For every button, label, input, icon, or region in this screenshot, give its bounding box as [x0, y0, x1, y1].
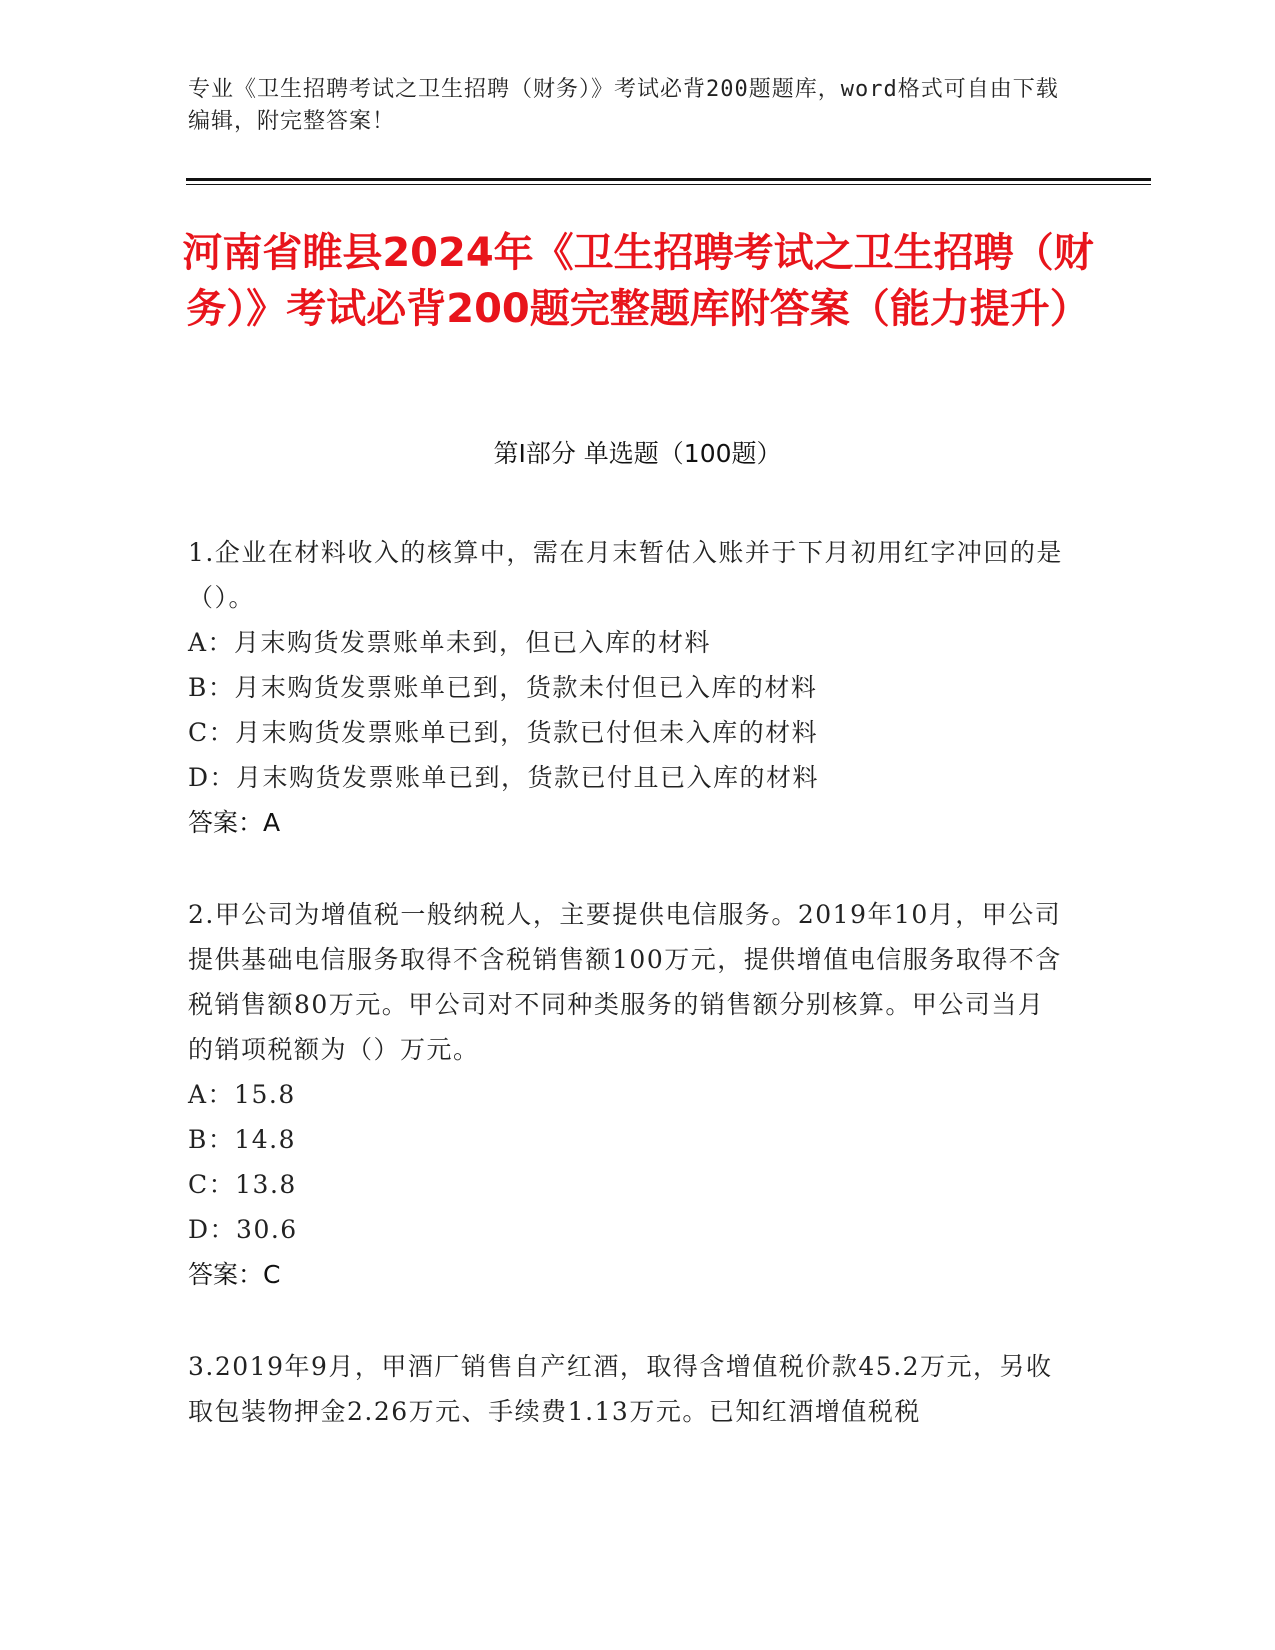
- header-note: 专业《卫生招聘考试之卫生招聘（财务）》考试必背200题题库，word格式可自由下载编辑，附完整答案！: [188, 77, 1059, 134]
- section-heading: 第Ⅰ部分 单选题（100题）: [493, 439, 782, 468]
- option-b: B：月末购货发票账单已到，货款未付但已入库的材料: [188, 673, 818, 702]
- answer-label: 答案：C: [188, 1260, 281, 1289]
- question-2: [188, 892, 1068, 1297]
- question-1: [188, 530, 1068, 845]
- option-d: D：30.6: [188, 1215, 298, 1244]
- question-stem: 2.甲公司为增值税一般纳税人，主要提供电信服务。2019年10月，甲公司提供基础电信服务取得不含税销售额100万元，提供增值电信服务取得不含税销售额80万元。甲公司对不同种类服务的销售额分别核算。甲公司当月的销项税额为（）万元。: [188, 900, 1062, 1064]
- answer-label: 答案：A: [188, 808, 281, 837]
- header-divider-thin: [186, 184, 1151, 185]
- option-b: B：14.8: [188, 1125, 297, 1154]
- option-c: C：月末购货发票账单已到，货款已付但未入库的材料: [188, 718, 819, 747]
- header-divider-thick: [186, 178, 1151, 181]
- question-list: [188, 530, 1068, 1481]
- document-title: 河南省睢县2024年《卫生招聘考试之卫生招聘（财务）》考试必背200题完整题库附答案（能力提升）: [182, 230, 1094, 332]
- question-3: [188, 1344, 1068, 1434]
- option-d: D：月末购货发票账单已到，货款已付且已入库的材料: [188, 763, 820, 792]
- question-stem: 1.企业在材料收入的核算中，需在月末暂估入账并于下月初用红字冲回的是（）。: [188, 538, 1063, 612]
- option-a: A：15.8: [188, 1080, 296, 1109]
- option-c: C：13.8: [188, 1170, 297, 1199]
- question-stem: 3.2019年9月，甲酒厂销售自产红酒，取得含增值税价款45.2万元，另收取包装物押金2.26万元、手续费1.13万元。已知红酒增值税税: [188, 1352, 1053, 1426]
- option-a: A：月末购货发票账单未到，但已入库的材料: [188, 628, 712, 657]
